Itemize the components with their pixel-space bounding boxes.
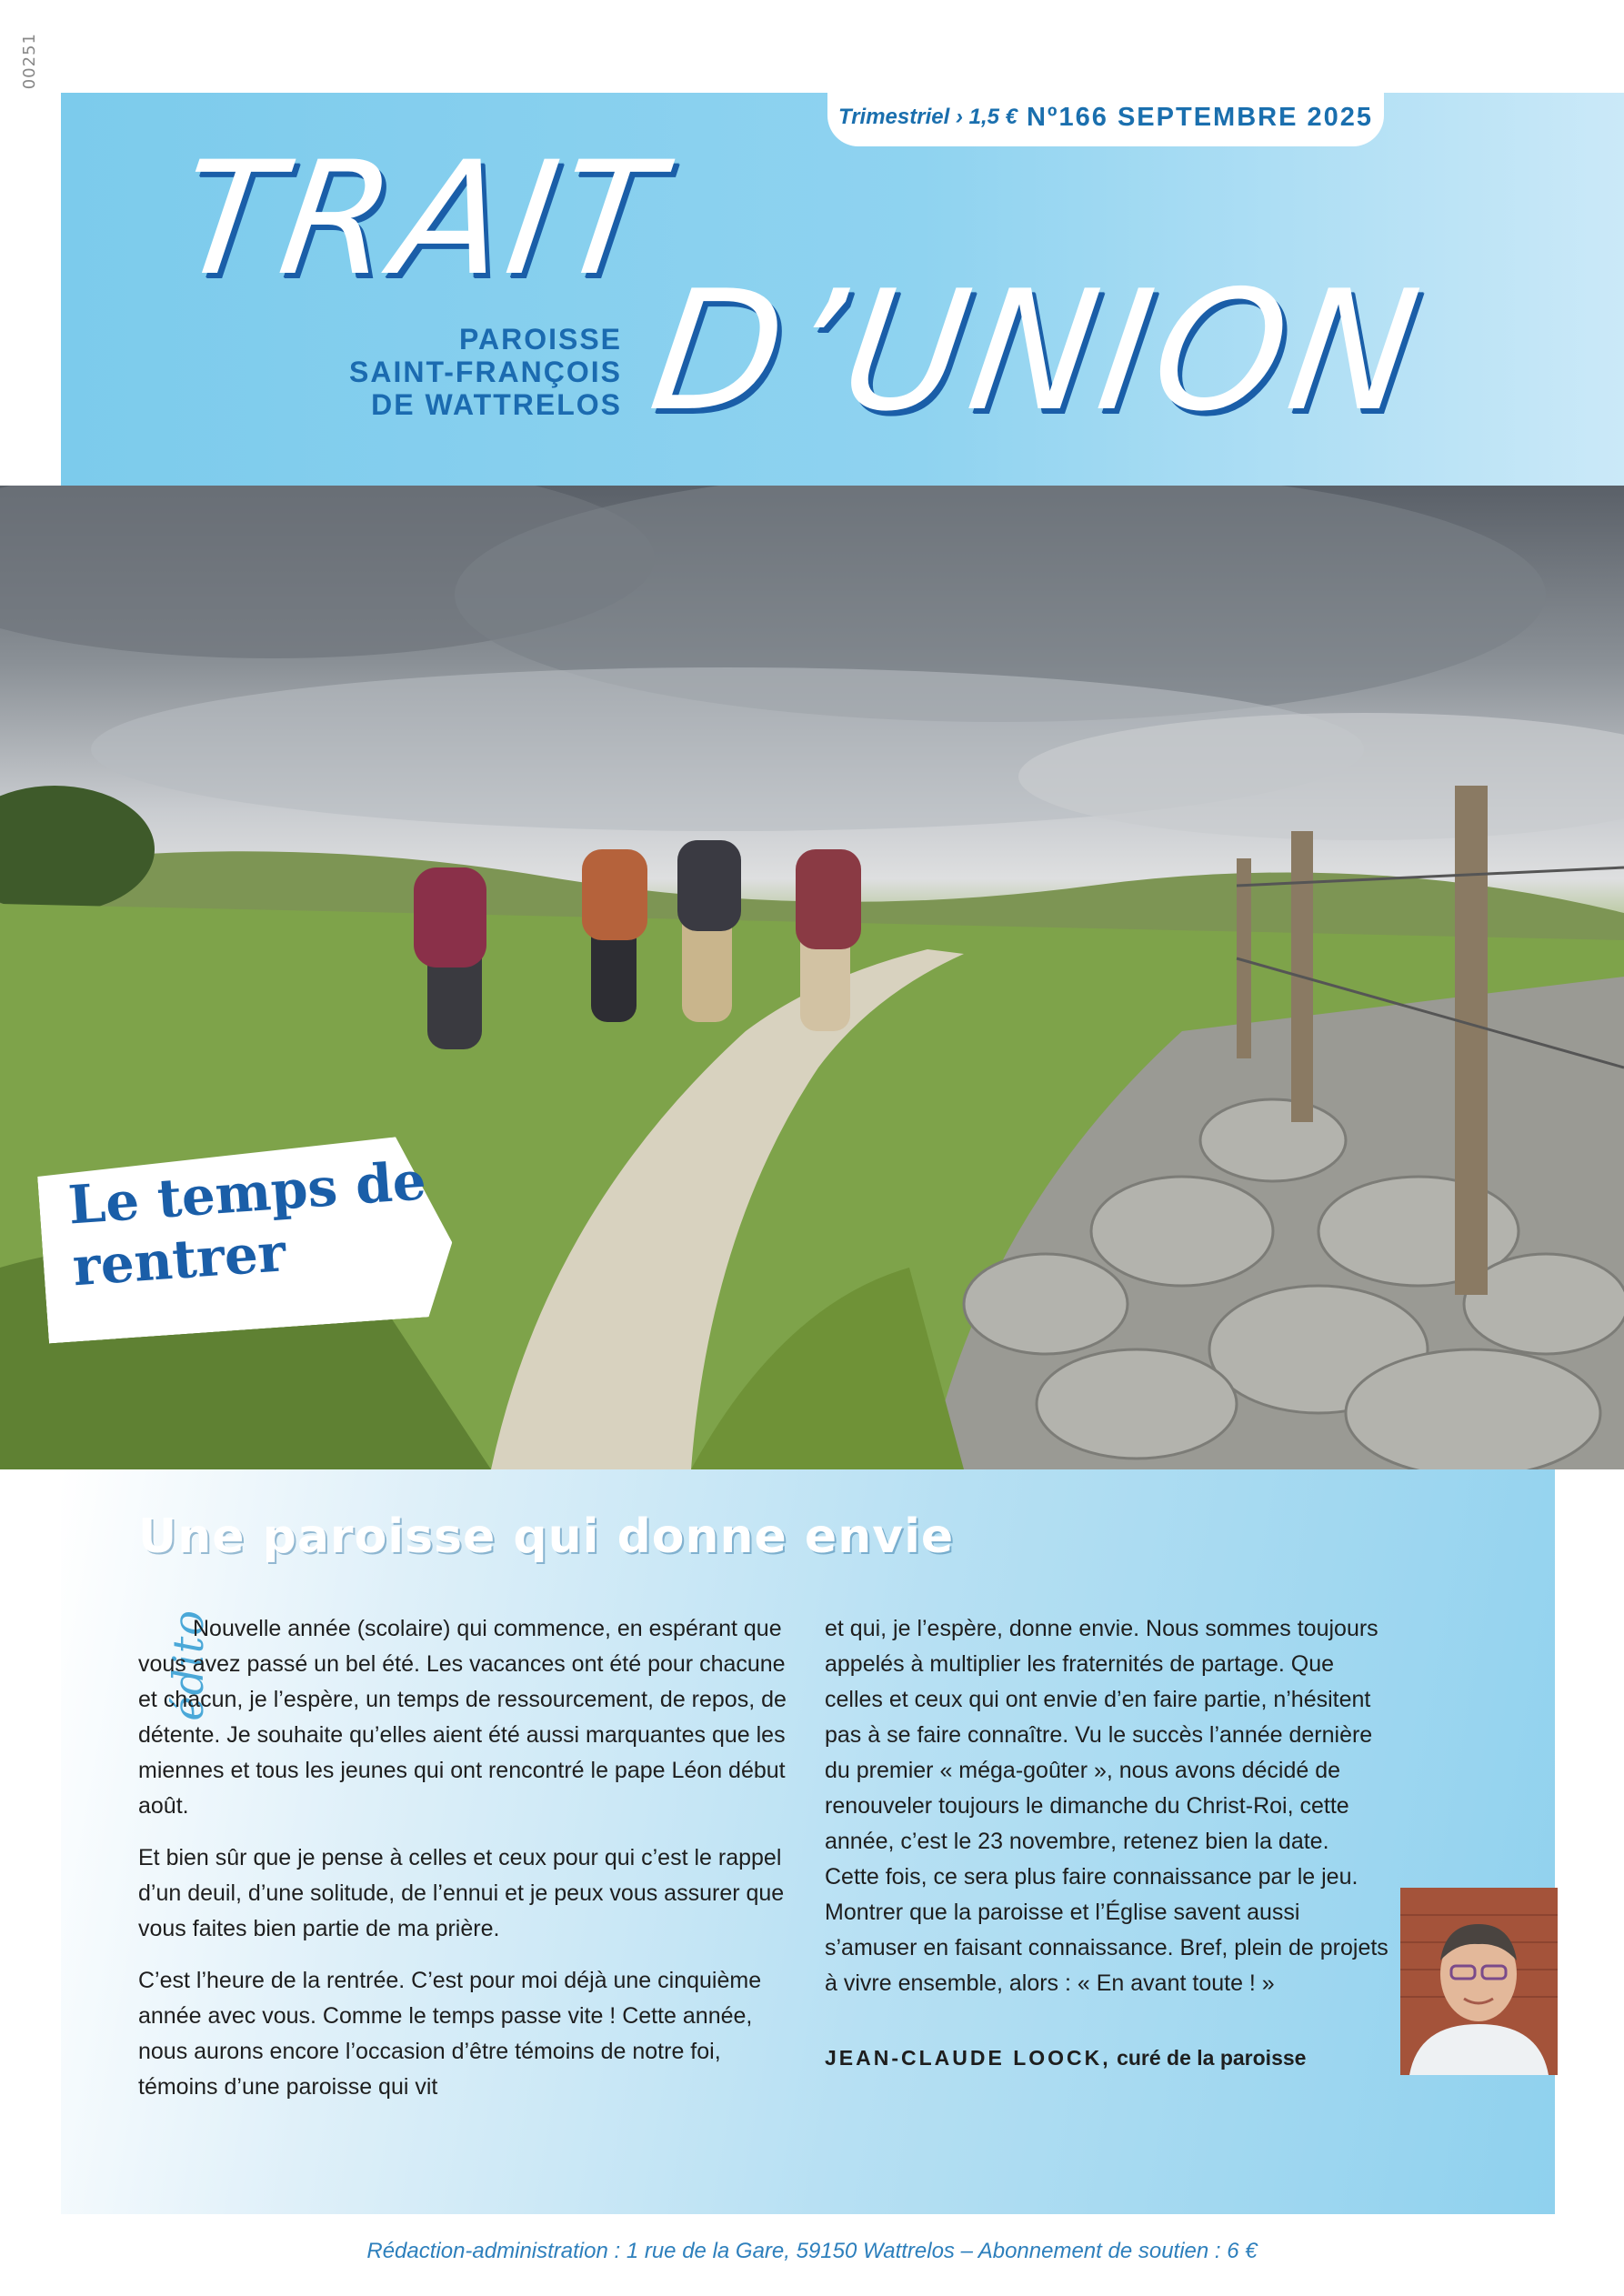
edito-column-left — [138, 1611, 793, 2121]
parish-line: SAINT-FRANÇOIS — [349, 356, 622, 388]
logo-word-trait: TRAIT — [168, 127, 676, 310]
edito-column-right — [825, 1611, 1470, 2018]
edito-paragraph: et qui, je l’espère, donne envie. Nous sommes toujours appelés à multiplier les fraternités de partage. Que celles et ceux qui ont envie d’en faire partie, n’hésitent pas à se faire connaître. Vu le succès l’année dernière du premier « méga-goûter », nous avons décidé de renouveler toujours le dimanche du Christ-Roi, cette année, c’est le 23 novembre, retenez bien la date. Cette fois, ce sera plus faire connaissance par le jeu. Montrer que la paroisse et l’Église savent aussi s’amuser en faisant connaissance. Bref, plein de projets à vivre ensemble, alors : « En avant toute ! » — [825, 1616, 1388, 1996]
cover-headline: Le temps de rentrer — [66, 1149, 428, 1298]
frequency-price: Trimestriel › 1,5 € — [837, 105, 1018, 129]
author-portrait — [1400, 1888, 1558, 2075]
cover-headline-card — [36, 1134, 457, 1344]
issue-number: Nº166 SEPTEMBRE 2025 — [1026, 102, 1374, 132]
edito-paragraph: C’est l’heure de la rentrée. C’est pour moi déjà une cinquième année avec vous. Comme le temps passe vite ! Cette année, nous aurons encore l’occasion d’être témoins de notre foi, témoins d’une paroisse qui vit — [138, 1968, 762, 2100]
portrait-illustration — [1400, 1888, 1558, 2075]
edito-title: Une paroisse qui donne envie — [138, 1509, 955, 1564]
parish-line: PAROISSE — [459, 323, 622, 356]
parish-name — [273, 323, 622, 421]
edito-label: édito — [164, 1609, 213, 1721]
edito-signature — [825, 2046, 1407, 2070]
edito-paragraph: Et bien sûr que je pense à celles et ceux pour qui c’est le rappel d’un deuil, d’une solitude, de l’ennui et je peux vous assurer que vous faites bien partie de ma prière. — [138, 1845, 785, 1941]
author-name: JEAN-CLAUDE LOOCK, — [825, 2046, 1111, 2070]
parish-line: DE WATTRELOS — [371, 388, 622, 421]
issue-badge — [827, 88, 1384, 146]
page-code: 00251 — [20, 33, 39, 90]
author-role: curé de la paroisse — [1117, 2046, 1307, 2070]
logo-word-dunion: D’UNION — [641, 255, 1435, 447]
edito-paragraph: Nouvelle année (scolaire) qui commence, en espérant que vous avez passé un bel été. Les vacances ont été pour chacune et chacun, je l’espère, un temps de ressourcement, de repos, de détente. Je souhaite qu’elles aient été aussi marquantes que les miennes et tous les jeunes qui ont rencontré le pape Léon début août. — [138, 1616, 787, 1819]
footer-info: Rédaction-administration : 1 rue de la Gare, 59150 Wattrelos – Abonnement de soutien : 6 € — [366, 2239, 1258, 2263]
